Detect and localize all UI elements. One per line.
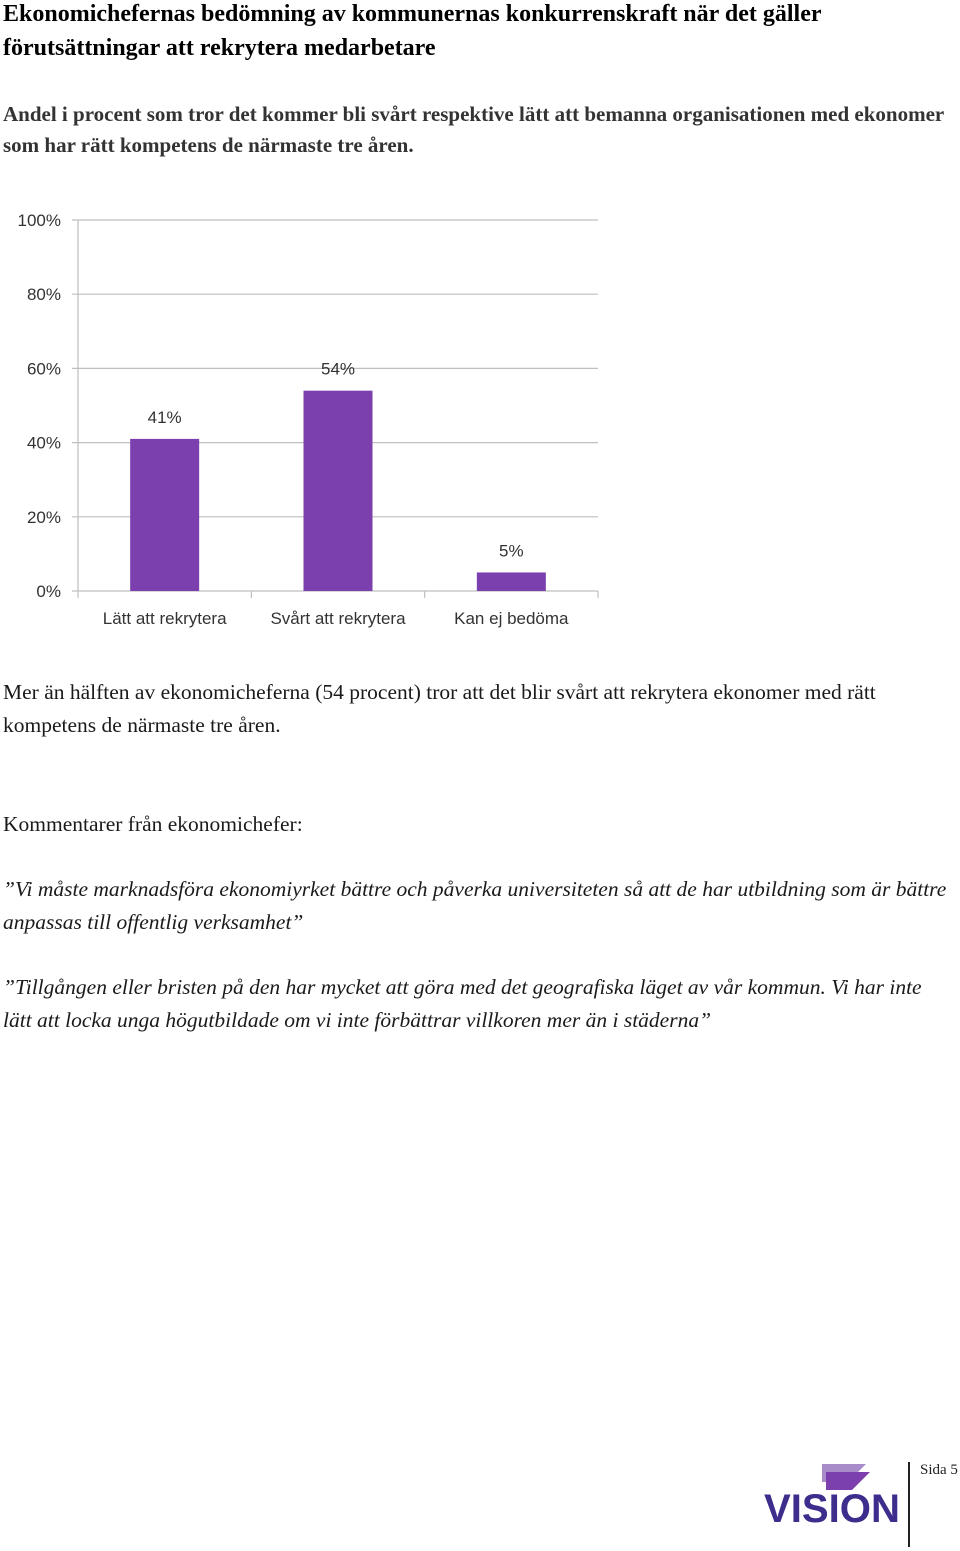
category-label: Svårt att rekrytera [270, 609, 406, 628]
comments-label: Kommentarer från ekonomichefer: [3, 812, 303, 836]
category-label: Lätt att rekrytera [102, 609, 227, 628]
summary-paragraph: Mer än hälften av ekonomicheferna (54 procent) tror att det blir svårt att rekrytera ekonomer med rätt kompetens de närmaste tre åren. [3, 680, 876, 737]
data-label: 41% [147, 407, 182, 427]
data-label: 5% [499, 541, 524, 561]
footer-divider [908, 1462, 910, 1547]
y-tick-label: 40% [26, 433, 61, 453]
y-tick-label: 0% [36, 582, 61, 601]
page-number: Sida 5 [920, 1462, 958, 1478]
bar [477, 572, 546, 591]
bar [130, 439, 199, 591]
quote-1: ”Vi måste marknadsföra ekonomiyrket bättre och påverka universiteten så att de har utbildning som är bättre anpassas till offentlig verksamhet” [3, 877, 947, 934]
category-label: Kan ej bedöma [454, 609, 569, 628]
page-heading: Ekonomichefernas bedömning av kommunernas konkurrenskraft när det gäller förutsättningar att rekrytera medarbetare [3, 1, 822, 61]
logo-wordmark: VISION [764, 1487, 900, 1526]
y-tick-label: 80% [26, 285, 61, 305]
chart-subheading: Andel i procent som tror det kommer bli svårt respektive lätt att bemanna organisationen med ekonomer som har rätt kompetens de närmaste tre åren. [3, 102, 944, 157]
bar [304, 391, 373, 591]
bar-chart [0, 200, 640, 640]
y-tick-label: 60% [26, 359, 61, 379]
vision-logo [762, 1460, 902, 1531]
y-tick-label: 100% [17, 211, 61, 230]
quote-2: ”Tillgången eller bristen på den har mycket att göra med det geografiska läget av vår kommun. Vi har inte lätt att locka unga högutbildade om vi inte förbättrar villkoren mer än i städerna” [3, 975, 922, 1032]
y-tick-label: 20% [26, 507, 61, 527]
data-label: 54% [320, 359, 356, 379]
